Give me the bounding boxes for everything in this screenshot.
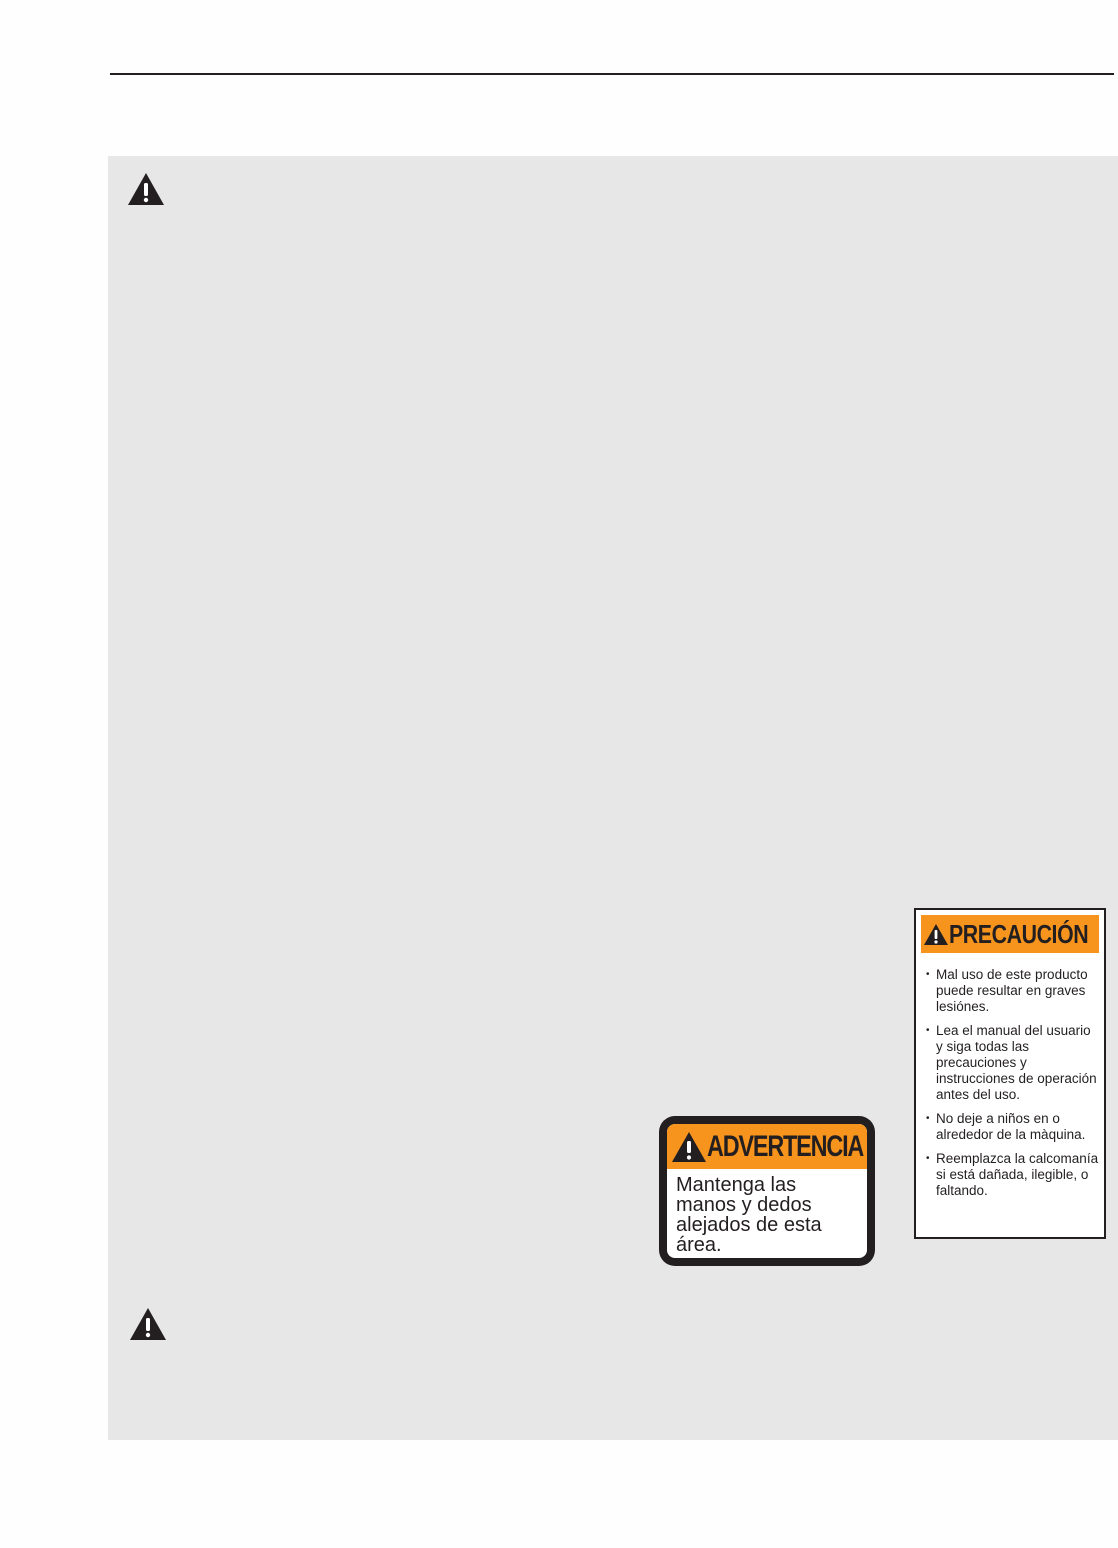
precaucion-title: PRECAUCIÓN	[949, 918, 1089, 949]
warning-triangle-icon	[129, 1307, 167, 1341]
warning-triangle-icon	[127, 172, 165, 206]
precaucion-decal	[914, 908, 1106, 1239]
precaucion-header	[921, 915, 1099, 953]
header-rule	[110, 73, 1114, 75]
advertencia-title: ADVERTENCIA	[707, 1129, 864, 1163]
list-item: • Mal uso de este producto puede resultar en graves lesiónes.	[924, 967, 1100, 1015]
advertencia-header	[667, 1124, 867, 1169]
warning-triangle-icon	[671, 1131, 707, 1163]
advertencia-decal	[659, 1116, 875, 1266]
list-item: • Reemplazca la calcomanía si está dañada, ilegible, o faltando.	[924, 1151, 1100, 1199]
safety-panel	[108, 156, 1118, 1440]
precaucion-list	[916, 967, 1104, 1199]
list-item: • No deje a niños en o alrededor de la màquina.	[924, 1111, 1100, 1143]
warning-triangle-icon	[923, 923, 949, 946]
advertencia-text: Mantenga las manos y dedos alejados de esta área.	[676, 1174, 822, 1256]
list-item: • Lea el manual del usuario y siga todas las precauciones y instrucciones de operación antes del uso.	[924, 1023, 1100, 1103]
